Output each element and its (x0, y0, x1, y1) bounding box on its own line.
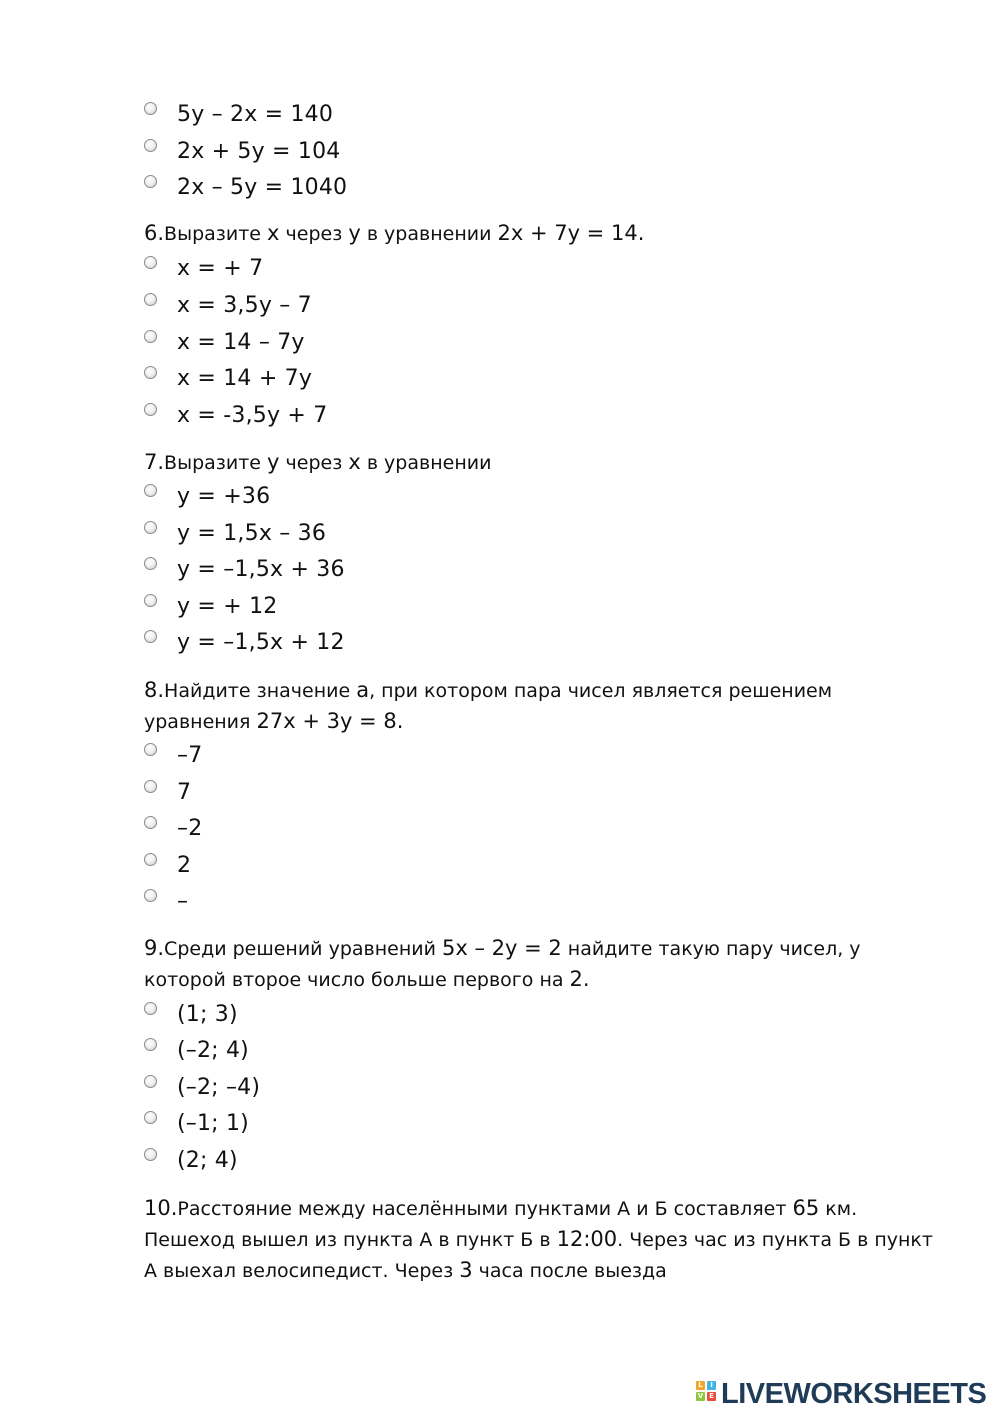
radio-button[interactable] (144, 102, 157, 115)
radio-button[interactable] (144, 630, 157, 643)
logo-mark-tile: I (707, 1381, 716, 1390)
answer-option-label: 5y – 2x = 140 (177, 102, 334, 127)
variable: x (348, 450, 361, 474)
radio-button[interactable] (144, 557, 157, 570)
radio-button[interactable] (144, 484, 157, 497)
question-text-part: через (279, 452, 349, 474)
answer-option-label: 2 (177, 853, 192, 878)
liveworksheets-logo (696, 1376, 986, 1412)
question-text-part: Выразите (164, 223, 268, 245)
radio-button[interactable] (144, 521, 157, 534)
question-number: 9. (144, 936, 165, 960)
answer-option-label: x = + 7 (177, 256, 264, 281)
radio-button[interactable] (144, 139, 157, 152)
answer-option-label: x = 14 – 7y (177, 330, 305, 355)
logo-text: LIVEWORKSHEETS (721, 1377, 987, 1410)
value: 12:00 (556, 1227, 618, 1251)
variable: a (356, 678, 370, 702)
answer-option-label: y = + 12 (177, 594, 278, 619)
question-text-part: найдите такую пару чисел, у которой второе число больше первого на (144, 938, 861, 991)
answer-option-label: x = 14 + 7y (177, 366, 313, 391)
question-text-part: . (396, 709, 404, 733)
answer-option-label: –7 (177, 743, 203, 768)
radio-button[interactable] (144, 1148, 157, 1161)
logo-mark-tile: L (696, 1381, 705, 1390)
question-text-part: Найдите значение (164, 680, 357, 702)
radio-button[interactable] (144, 780, 157, 793)
radio-button[interactable] (144, 853, 157, 866)
answer-option-label: (–1; 1) (177, 1111, 249, 1136)
answer-option-label: y = –1,5x + 36 (177, 557, 345, 582)
radio-button[interactable] (144, 743, 157, 756)
radio-button[interactable] (144, 256, 157, 269)
radio-button[interactable] (144, 330, 157, 343)
variable: x (267, 221, 280, 245)
question-10-text (144, 1193, 934, 1286)
question-8-text (144, 675, 934, 737)
value: 2 (569, 967, 583, 991)
answer-option-label: x = -3,5y + 7 (177, 403, 328, 428)
answer-option-label: x = 3,5y – 7 (177, 293, 312, 318)
question-text-part: . (637, 221, 645, 245)
answer-option-label: y = +36 (177, 484, 271, 509)
radio-button[interactable] (144, 1075, 157, 1088)
radio-button[interactable] (144, 594, 157, 607)
question-6-text (144, 218, 934, 249)
answer-option-label: 2x – 5y = 1040 (177, 175, 348, 200)
question-number: 7. (144, 450, 165, 474)
question-text-part: . (582, 967, 590, 991)
question-text-part: Выразите (164, 452, 268, 474)
equation: 2x + 7y = 14 (497, 221, 638, 245)
logo-mark-tile: V (697, 1392, 704, 1400)
question-text-part: часа после выезда (472, 1260, 667, 1282)
question-number: 10. (144, 1196, 178, 1220)
answer-option-label: y = –1,5x + 12 (177, 630, 345, 655)
logo-mark-tile: E (707, 1392, 716, 1401)
question-text-part: в уравнении (360, 223, 498, 245)
radio-button[interactable] (144, 1038, 157, 1051)
answer-option-label: (–2; 4) (177, 1038, 249, 1063)
question-7-text (144, 447, 934, 478)
logo-mark-icon (696, 1379, 718, 1409)
equation: 5x – 2y = 2 (442, 936, 562, 960)
question-text-part: км. Пешеход вышел из пункта А в пункт Б в (144, 1198, 858, 1251)
radio-button[interactable] (144, 1002, 157, 1015)
answer-option-label: 7 (177, 780, 192, 805)
answer-option-label: y = 1,5x – 36 (177, 521, 327, 546)
answer-option-label: –2 (177, 816, 203, 841)
question-number: 8. (144, 678, 165, 702)
radio-button[interactable] (144, 366, 157, 379)
question-text-part: в уравнении (360, 452, 492, 474)
variable: y (267, 450, 280, 474)
radio-button[interactable] (144, 889, 157, 902)
radio-button[interactable] (144, 175, 157, 188)
question-text-part: . Через час из пункта Б в пункт А выехал велосипедист. Через (144, 1229, 933, 1282)
radio-button[interactable] (144, 816, 157, 829)
answer-option-label: 2x + 5y = 104 (177, 139, 341, 164)
radio-button[interactable] (144, 403, 157, 416)
variable: y (348, 221, 361, 245)
radio-button[interactable] (144, 293, 157, 306)
answer-option-label: – (177, 889, 189, 914)
answer-option-label: (2; 4) (177, 1148, 238, 1173)
radio-button[interactable] (144, 1111, 157, 1124)
question-text-part: Среди решений уравнений (164, 938, 442, 960)
question-text-part: Расстояние между населёнными пунктами А и Б составляет (177, 1198, 793, 1220)
question-text-part: , при котором пара чисел является решением уравнения (144, 680, 833, 733)
equation: 27x + 3y = 8 (256, 709, 397, 733)
value: 65 (792, 1196, 820, 1220)
answer-option-label: (–2; –4) (177, 1075, 261, 1100)
answer-option-label: (1; 3) (177, 1002, 238, 1027)
question-text-part: через (279, 223, 349, 245)
question-number: 6. (144, 221, 165, 245)
question-9-text (144, 933, 934, 995)
value: 3 (459, 1258, 473, 1282)
